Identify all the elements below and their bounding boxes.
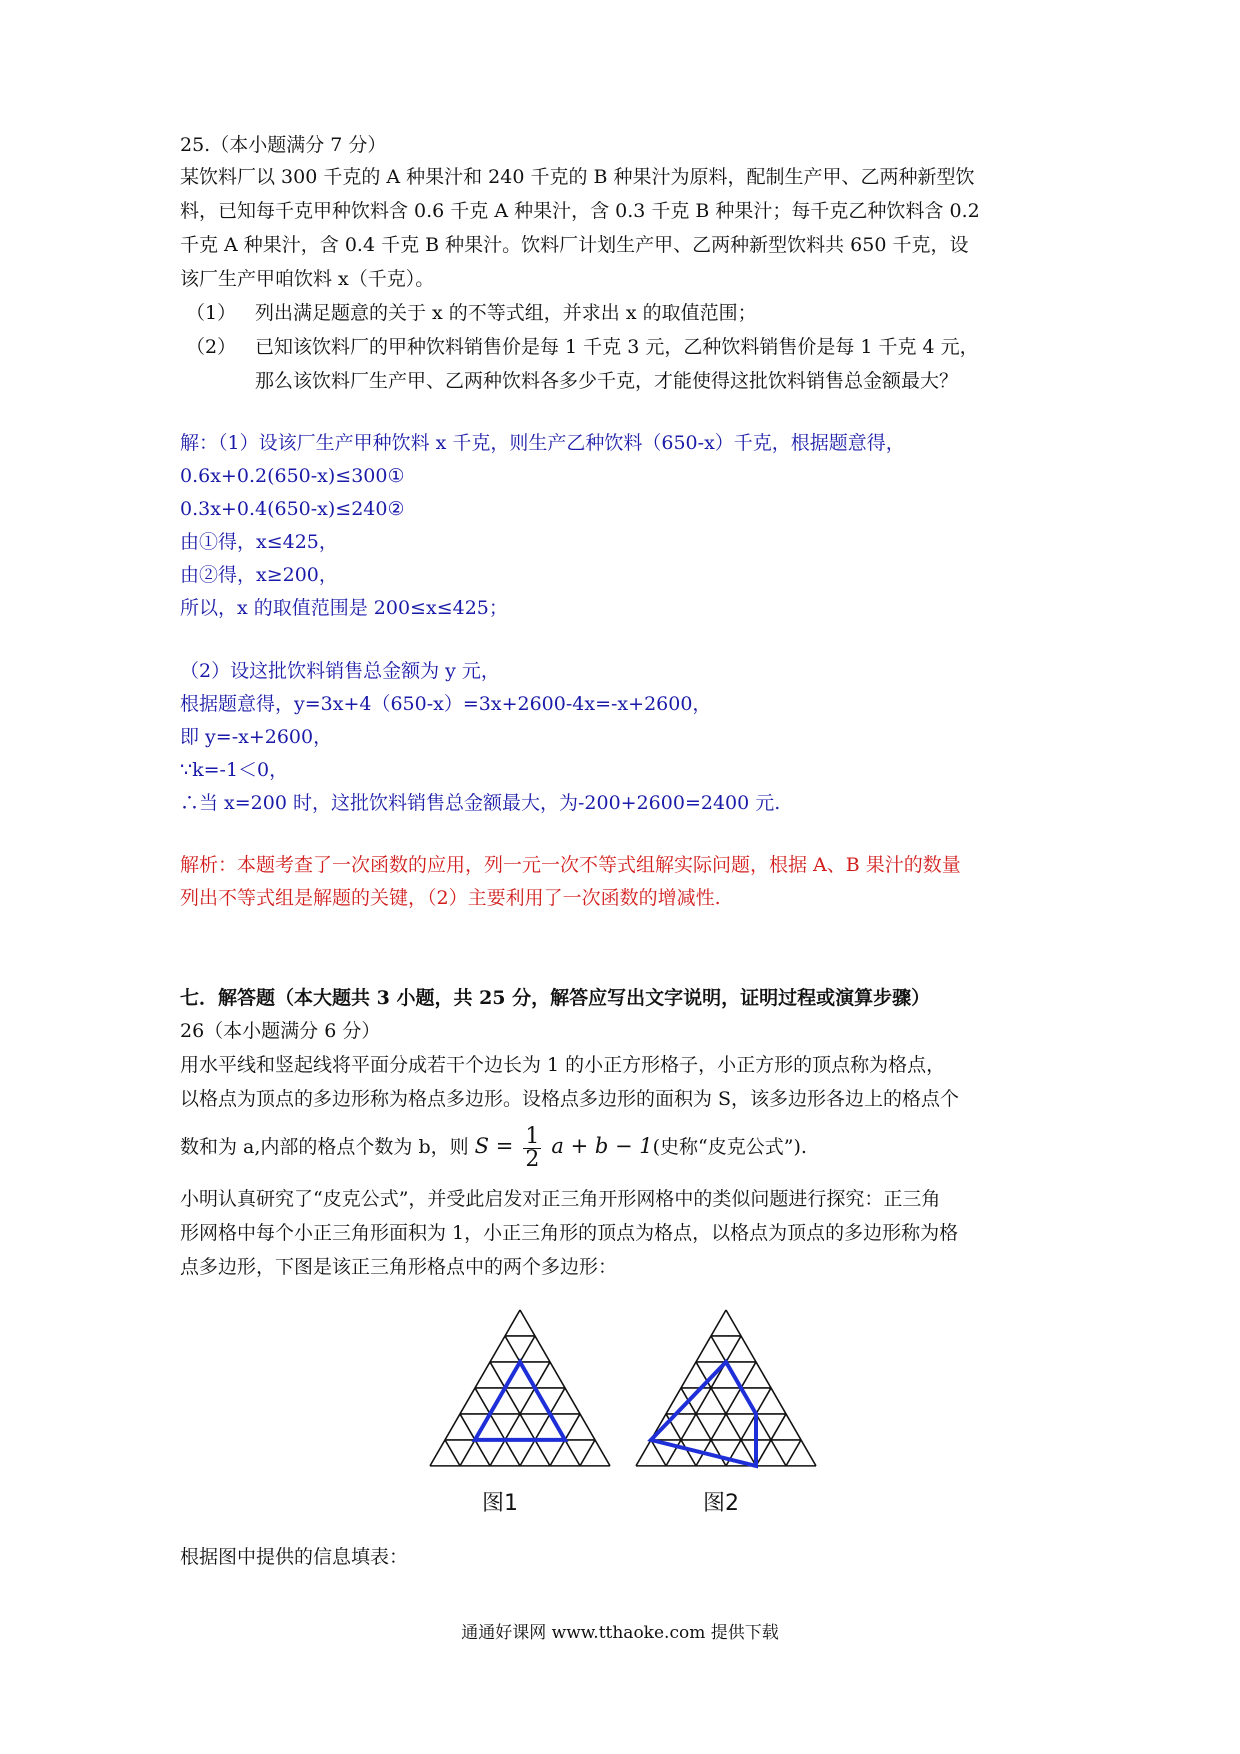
figure2-label: 图2 bbox=[703, 1491, 739, 1516]
fill-table-instruction: 根据图中提供的信息填表： bbox=[180, 1546, 409, 1568]
solution-line: ∴当 x=200 时，这批饮料销售总金额最大，为-200+2600=2400 元. bbox=[180, 792, 781, 814]
q25-header: 25.（本小题满分 7 分） bbox=[180, 134, 387, 156]
formula-lhs: S = bbox=[474, 1134, 514, 1158]
q26-text-line: 用水平线和竖起线将平面分成若干个边长为 1 的小正方形格子，小正方形的顶点称为格点， bbox=[180, 1054, 946, 1076]
q25-sub2-text: 那么该饮料厂生产甲、乙两种饮料各多少千克，才能使得这批饮料销售总金额最大？ bbox=[255, 370, 959, 392]
q25-sub1-number: （1） bbox=[186, 302, 237, 324]
q26-para-line: 形网格中每个小正三角形面积为 1，小正三角形的顶点为格点，以格点为顶点的多边形称为格 bbox=[180, 1222, 959, 1244]
formula-denominator: 2 bbox=[525, 1146, 540, 1172]
formula-fraction bbox=[523, 1123, 541, 1172]
q25-sub1-text: 列出满足题意的关于 x 的不等式组，并求出 x 的取值范围； bbox=[255, 302, 757, 324]
q26-para-line: 点多边形，下图是该正三角形格点中的两个多边形： bbox=[180, 1256, 618, 1278]
q26-formula-line bbox=[180, 1116, 807, 1176]
solution-line: 0.6x+0.2(650-x)≤300① bbox=[180, 465, 405, 487]
figure1-label: 图1 bbox=[482, 1491, 518, 1516]
solution-line: 0.3x+0.4(650-x)≤240② bbox=[180, 498, 405, 520]
formula-rhs: a + b − 1 bbox=[551, 1134, 653, 1158]
analysis-line: 解析：本题考查了一次函数的应用，列一元一次不等式组解实际问题，根据 A、B 果汁的数量 bbox=[180, 854, 961, 876]
solution-line: 所以，x 的取值范围是 200≤x≤425； bbox=[180, 597, 508, 619]
q25-body-line: 千克 A 种果汁，含 0.4 千克 B 种果汁。饮料厂计划生产甲、乙两种新型饮料共 650 千克，设 bbox=[180, 234, 969, 256]
section-title: 七．解答题（本大题共 3 小题，共 25 分，解答应写出文字说明，证明过程或演算步骤） bbox=[180, 987, 931, 1009]
solution-line: 根据题意得，y=3x+4（650-x）=3x+2600-4x=-x+2600， bbox=[180, 693, 712, 715]
solution-line: ∵k=-1＜0， bbox=[180, 759, 289, 781]
grid-line bbox=[786, 1440, 801, 1466]
formula-numerator: 1 bbox=[525, 1123, 540, 1149]
q25-body-line: 某饮料厂以 300 千克的 A 种果汁和 240 千克的 B 种果汁为原料，配制生产甲、乙两种新型饮 bbox=[180, 166, 975, 188]
solution-line: 由①得，x≤425， bbox=[180, 531, 338, 553]
analysis-line: 列出不等式组是解题的关键，（2）主要利用了一次函数的增减性. bbox=[180, 887, 721, 909]
q25-sub2-text: 已知该饮料厂的甲种饮料销售价是每 1 千克 3 元，乙种饮料销售价是每 1 千克 4 元， bbox=[255, 336, 979, 358]
q25-body-line: 该厂生产甲咱饮料 x（千克）。 bbox=[180, 268, 435, 290]
q26-text-line: 以格点为顶点的多边形称为格点多边形。设格点多边形的面积为 S，该多边形各边上的格点个 bbox=[180, 1088, 960, 1110]
formula-prefix: 数和为 a,内部的格点个数为 b，则 bbox=[180, 1136, 475, 1158]
q26-para-line: 小明认真研究了“皮克公式”，并受此启发对正三角开形网格中的类似问题进行探究：正三角 bbox=[180, 1188, 941, 1210]
triangle-grid-figures bbox=[400, 1300, 860, 1480]
figure1-highlighted-triangle bbox=[475, 1362, 565, 1440]
q26-header: 26（本小题满分 6 分） bbox=[180, 1020, 381, 1042]
figure1-triangle-grid bbox=[430, 1310, 610, 1466]
page-footer: 通通好课网 www.tthaoke.com 提供下载 bbox=[461, 1623, 779, 1643]
solution-line: 由②得，x≥200， bbox=[180, 564, 338, 586]
grid-line bbox=[445, 1440, 460, 1466]
formula-suffix: (史称“皮克公式”). bbox=[652, 1136, 807, 1158]
solution-line: 即 y=-x+2600， bbox=[180, 726, 333, 748]
solution-line: （2）设这批饮料销售总金额为 y 元， bbox=[180, 660, 500, 682]
solution-line: 解：（1）设该厂生产甲种饮料 x 千克，则生产乙种饮料（650-x）千克，根据题意得， bbox=[180, 432, 905, 454]
grid-line bbox=[580, 1440, 595, 1466]
q25-body-line: 料，已知每千克甲种饮料含 0.6 千克 A 种果汁，含 0.3 千克 B 种果汁；每千克乙种饮料含 0.2 bbox=[180, 200, 980, 222]
q25-sub2-number: （2） bbox=[186, 336, 237, 358]
